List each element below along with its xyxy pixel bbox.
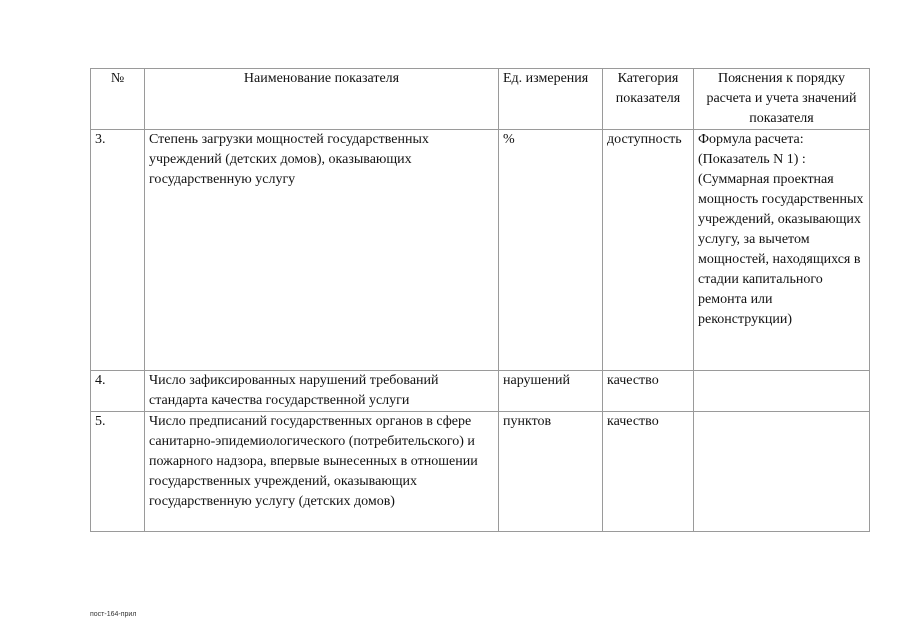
row-num: 3. (91, 130, 145, 371)
row-num: 5. (91, 412, 145, 532)
row-num: 4. (91, 371, 145, 412)
row-unit: % (499, 130, 603, 371)
indicators-table (90, 68, 870, 532)
table-row (91, 412, 870, 532)
table-row (91, 130, 870, 371)
footer-filename: пост-164-прил (90, 611, 137, 618)
row-unit: нарушений (499, 371, 603, 412)
row-name: Число зафиксированных нарушений требований стандарта качества государственной услуги (145, 371, 499, 412)
row-name: Степень загрузки мощностей государственных учреждений (детских домов), оказывающих государственную услугу (145, 130, 499, 371)
row-category: доступность (603, 130, 694, 371)
header-unit: Ед. измерения (499, 69, 603, 130)
header-notes: Пояснения к порядку расчета и учета значений показателя (694, 69, 870, 130)
row-name: Число предписаний государственных органов в сфере санитарно-эпидемиологического (потребительского) и пожарного надзора, впервые вынесенных в отношении государственных учреждений, оказывающих государственную услугу (детских домов) (145, 412, 499, 532)
header-category: Категория показателя (603, 69, 694, 130)
row-notes (694, 371, 870, 412)
row-category: качество (603, 371, 694, 412)
header-num: № (91, 69, 145, 130)
header-name: Наименование показателя (145, 69, 499, 130)
table-row (91, 371, 870, 412)
row-category: качество (603, 412, 694, 532)
row-notes: Формула расчета: (Показатель N 1) : (Суммарная проектная мощность государственных учреждений, оказывающих услугу, за вычетом мощностей, находящихся в стадии капитального ремонта или реконструкции) (694, 130, 870, 371)
row-unit: пунктов (499, 412, 603, 532)
row-notes (694, 412, 870, 532)
header-row (91, 69, 870, 130)
